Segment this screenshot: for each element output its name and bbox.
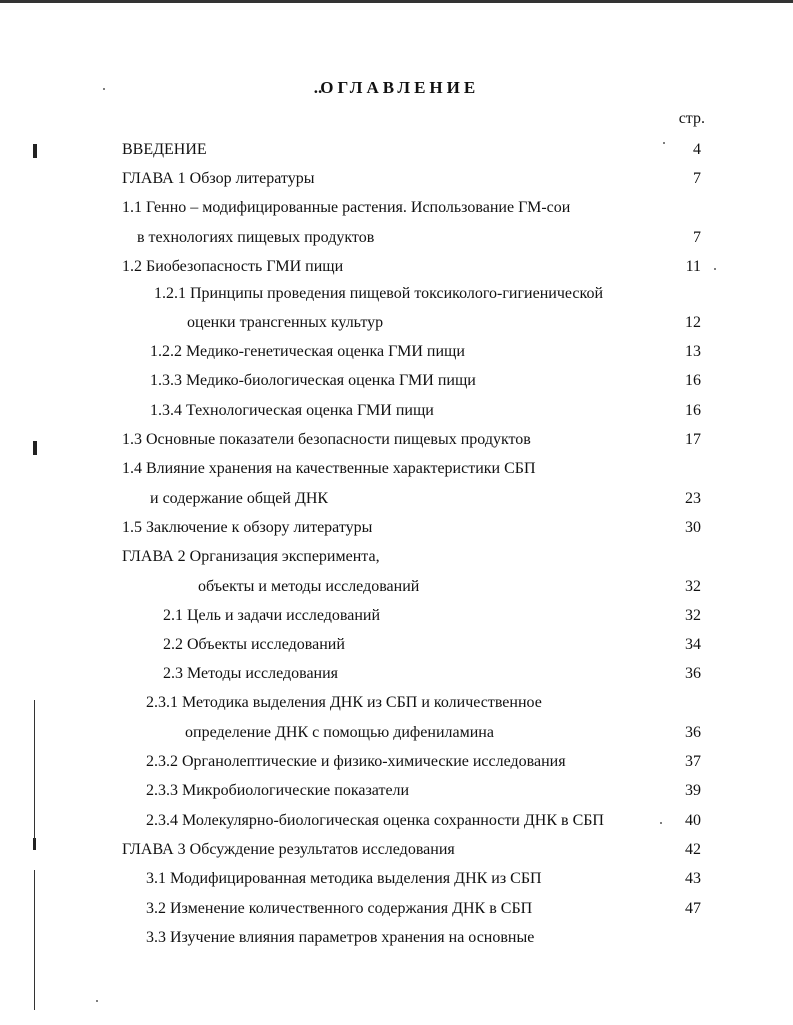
toc-entry: 2.1 Цель и задачи исследований bbox=[163, 607, 381, 624]
toc-page-number: 23 bbox=[685, 490, 701, 507]
toc-entry: 2.3.2 Органолептические и физико-химические исследования bbox=[146, 753, 566, 770]
toc-page-number: 34 bbox=[685, 636, 701, 653]
toc-page-number: 40 bbox=[685, 812, 701, 829]
toc-page-number: 13 bbox=[685, 343, 701, 360]
toc-entry: 1.2 Биобезопасность ГМИ пищи bbox=[122, 258, 344, 275]
toc-entry: 2.3.3 Микробиологические показатели bbox=[146, 782, 410, 799]
title-text: ОГЛАВЛЕНИЕ bbox=[320, 78, 480, 97]
toc-page-number: 47 bbox=[685, 900, 701, 917]
toc-page-number: 7 bbox=[693, 170, 701, 187]
toc-page-number: 36 bbox=[685, 724, 701, 741]
scan-speck bbox=[714, 268, 716, 270]
toc-entry: 2.2 Объекты исследований bbox=[163, 636, 345, 653]
toc-entry: 3.1 Модифицированная методика выделения ДНК из СБП bbox=[146, 870, 542, 887]
toc-page-number: 4 bbox=[693, 141, 701, 158]
toc-entry: 2.3.4 Молекулярно-биологическая оценка сохранности ДНК в СБП bbox=[146, 812, 604, 829]
scan-speck bbox=[96, 1000, 98, 1002]
toc-page-number: 11 bbox=[685, 258, 701, 275]
toc-page-number: 37 bbox=[685, 753, 701, 770]
toc-page-number: 12 bbox=[685, 314, 701, 331]
scan-mark bbox=[33, 441, 37, 455]
scan-mark bbox=[33, 144, 37, 158]
toc-entry: оценки трансгенных культур bbox=[187, 314, 384, 331]
toc-page-number: 16 bbox=[685, 372, 701, 389]
toc-page-number: 39 bbox=[685, 782, 701, 799]
toc-entry: 1.1 Генно – модифицированные растения. Использование ГМ-сои bbox=[122, 199, 571, 216]
toc-entry: ГЛАВА 2 Организация эксперимента, bbox=[122, 548, 380, 565]
toc-entry: 1.2.2 Медико-генетическая оценка ГМИ пищи bbox=[150, 343, 465, 360]
toc-page-number: 32 bbox=[685, 607, 701, 624]
toc-entry: 2.3 Методы исследования bbox=[163, 665, 339, 682]
toc-page-number: 30 bbox=[685, 519, 701, 536]
toc-page-number: 16 bbox=[685, 402, 701, 419]
page-column-label: стр. bbox=[678, 110, 705, 127]
toc-entry: в технологиях пищевых продуктов bbox=[137, 229, 375, 246]
title-dots: .. bbox=[313, 78, 323, 97]
toc-entry: и содержание общей ДНК bbox=[150, 490, 329, 507]
toc-entry: 1.2.1 Принципы проведения пищевой токсиколого-гигиенической bbox=[154, 285, 604, 302]
toc-entry: 3.2 Изменение количественного содержания ДНК в СБП bbox=[146, 900, 533, 917]
toc-page-number: 32 bbox=[685, 578, 701, 595]
scan-edge-line bbox=[34, 700, 35, 840]
toc-page-number: 42 bbox=[685, 841, 701, 858]
toc-entry: ГЛАВА 1 Обзор литературы bbox=[122, 170, 315, 187]
toc-page-number: 17 bbox=[685, 431, 701, 448]
toc-page-number: 43 bbox=[685, 870, 701, 887]
toc-entry: 1.3 Основные показатели безопасности пищевых продуктов bbox=[122, 431, 531, 448]
toc-entry: ВВЕДЕНИЕ bbox=[122, 141, 207, 158]
toc-page-number: 36 bbox=[685, 665, 701, 682]
toc-entry: определение ДНК с помощью дифениламина bbox=[185, 724, 494, 741]
toc-entry: объекты и методы исследований bbox=[198, 578, 420, 595]
toc-page-number: 7 bbox=[693, 229, 701, 246]
toc-entry: 1.3.4 Технологическая оценка ГМИ пищи bbox=[150, 402, 434, 419]
toc-entry: 1.4 Влияние хранения на качественные характеристики СБП bbox=[122, 460, 536, 477]
scan-edge-line bbox=[34, 870, 35, 1010]
toc-entry: 2.3.1 Методика выделения ДНК из СБП и количественное bbox=[146, 694, 542, 711]
toc-entry: 1.3.3 Медико-биологическая оценка ГМИ пищи bbox=[150, 372, 476, 389]
toc-entry: ГЛАВА 3 Обсуждение результатов исследования bbox=[122, 841, 455, 858]
toc-entry: 1.5 Заключение к обзору литературы bbox=[122, 519, 373, 536]
toc-entry: 3.3 Изучение влияния параметров хранения на основные bbox=[146, 929, 535, 946]
toc-title bbox=[0, 78, 793, 98]
scan-top-border bbox=[0, 0, 793, 3]
